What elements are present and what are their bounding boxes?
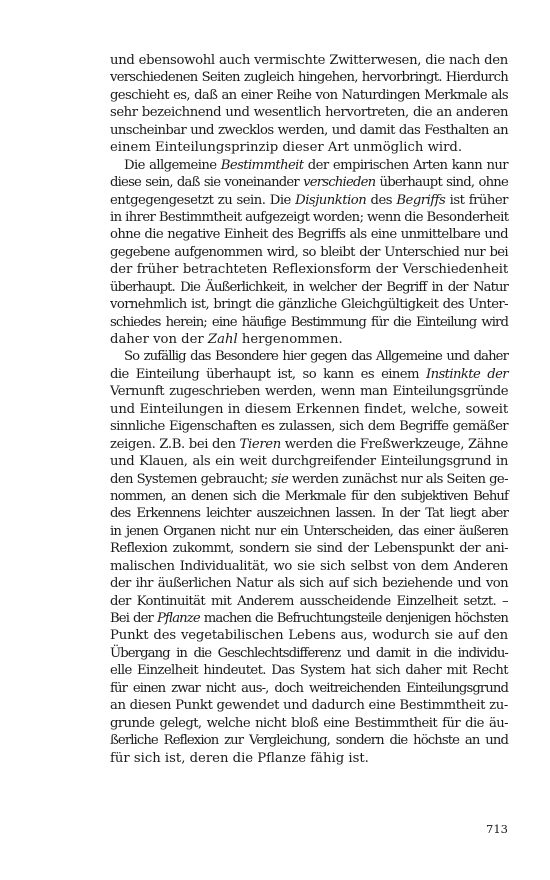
text-segment: ist früher (445, 192, 508, 208)
italic-text: Pflanze (156, 611, 200, 626)
text-line (110, 436, 508, 453)
text-line (110, 488, 508, 505)
text-segment: ßerliche Reflexion zur Vergleichung, sondern die höchste an und (110, 733, 508, 749)
text-segment: sehr bezeichnend und wesentlich hervortreten, die an anderen (110, 105, 508, 121)
italic-text: Tieren (239, 436, 281, 452)
text-line (110, 732, 508, 749)
text-line (110, 540, 508, 557)
text-segment: daher von der (110, 332, 208, 347)
text-line (110, 261, 508, 278)
text-line (110, 104, 508, 121)
text-line (110, 331, 508, 348)
text-line (110, 87, 508, 104)
italic-text: Zahl (207, 332, 238, 347)
text-line (110, 471, 508, 488)
text-line (110, 401, 508, 418)
text-segment: Die allgemeine (124, 157, 221, 173)
text-line (110, 418, 508, 435)
text-segment: unscheinbar und zwecklos werden, und damit das Festhalten an (110, 122, 508, 138)
text-segment: in jenen Organen nicht nur ein Unterscheiden, das einer äußeren (110, 523, 508, 539)
text-segment: der Kontinuität mit Anderem ausscheidende Einzelheit setzt. – (110, 593, 508, 609)
text-segment: werden die Freßwerkzeuge, Zähne (280, 436, 509, 452)
text-line (110, 645, 508, 662)
italic-text: Begriffs (396, 192, 446, 208)
text-segment: überhaupt. Die Äußerlichkeit, in welcher der Begriff in der Natur (110, 279, 508, 295)
text-segment: an diesen Punkt gewendet und dadurch eine Bestimmtheit zu- (110, 698, 508, 714)
text-segment: vornehmlich ist, bringt die gänzliche Gleichgültigkeit des Unter- (110, 297, 508, 313)
italic-text: Disjunktion (295, 192, 367, 208)
text-segment: nommen, an denen sich die Merkmale für den subjektiven Behuf (110, 488, 508, 504)
text-line (110, 279, 508, 296)
text-segment: und ebensowohl auch vermischte Zwitterwesen, die nach den (110, 53, 508, 68)
text-segment: und Klauen, als ein weit durchgreifender Einteilungsgrund in (110, 454, 508, 470)
text-line (110, 139, 508, 156)
text-line (110, 174, 508, 191)
text-segment: des (366, 192, 397, 208)
text-line (110, 69, 508, 86)
text-segment: der empirischen Arten kann nur (303, 157, 508, 173)
text-segment: Reflexion zukommt, sondern sie sind der Lebenspunkt der ani- (110, 541, 508, 557)
text-line (110, 558, 508, 575)
text-line (110, 157, 508, 174)
text-segment: grunde gelegt, welche nicht bloß eine Bestimmtheit für die äu- (110, 715, 508, 731)
text-segment: malischen Individualität, wo sie sich selbst von dem Anderen (110, 558, 508, 574)
text-segment: Bei der (110, 611, 157, 626)
text-segment: geschieht es, daß an einer Reihe von Naturdingen Merkmale als (110, 87, 508, 103)
text-segment: Punkt des vegetabilischen Lebens aus, wodurch sie auf den (110, 628, 508, 644)
text-segment: für einen zwar nicht aus-, doch weitreichenden Einteilungsgrund (110, 680, 508, 696)
text-segment: Übergang in die Geschlechtsdifferenz und damit in die individu- (110, 645, 508, 661)
text-line (110, 314, 508, 331)
text-segment: elle Einzelheit hindeutet. Das System hat sich daher mit Recht (110, 663, 508, 679)
text-line (110, 627, 508, 644)
text-segment: So zufällig das Besondere hier gegen das Allgemeine und daher (124, 349, 508, 365)
text-segment: zeigen. Z.B. bei den (110, 436, 240, 452)
text-segment: des Erkennens leichter auszeichnen lassen. In der Tat liegt aber (110, 506, 508, 522)
text-segment: die Einteilung überhaupt ist, so kann es einem (110, 366, 426, 382)
text-line (110, 122, 508, 139)
text-segment: sinnliche Eigenschaften es zulassen, sich dem Begriffe gemäßer (110, 419, 508, 435)
text-segment: hergenommen. (237, 332, 343, 347)
text-line (110, 296, 508, 313)
text-segment: für sich ist, deren die Pflanze fähig ist. (110, 750, 369, 766)
text-line (110, 244, 508, 261)
body-text (110, 52, 508, 767)
text-segment: diese sein, daß sie voneinander (110, 175, 304, 191)
text-line (110, 348, 508, 365)
page-number: 713 (486, 822, 508, 836)
text-segment: ohne die negative Einheit des Begriffs als eine unmittelbare und (110, 227, 508, 243)
text-line (110, 226, 508, 243)
text-segment: überhaupt sind, ohne (375, 175, 508, 191)
italic-text: verschieden (303, 175, 376, 191)
text-segment: werden zunächst nur als Seiten ge- (288, 471, 508, 487)
text-line (110, 453, 508, 470)
text-segment: entgegengesetzt zu sein. Die (110, 192, 296, 208)
text-line (110, 383, 508, 400)
text-segment: schiedes herein; eine häufige Bestimmung für die Einteilung wird (110, 314, 508, 330)
text-line (110, 209, 508, 226)
text-segment: den Systemen gebraucht; (110, 471, 272, 487)
text-segment: gegebene aufgenommen wird, so bleibt der Unterschied nur bei (110, 244, 508, 260)
text-segment: der früher betrachteten Reflexionsform der Verschiedenheit (110, 262, 508, 278)
text-segment: Vernunft zugeschrieben werden, wenn man Einteilungsgründe (110, 384, 508, 400)
text-segment: in ihrer Bestimmtheit aufgezeigt worden; wenn die Besonderheit (110, 209, 509, 225)
text-line (110, 610, 508, 627)
text-segment: verschiedenen Seiten zugleich hingehen, hervorbringt. Hierdurch (110, 70, 508, 86)
text-segment: der ihr äußerlichen Natur als sich auf sich beziehende und von (110, 576, 508, 592)
text-segment: einem Einteilungsprinzip dieser Art unmöglich wird. (110, 140, 463, 156)
text-line (110, 366, 508, 383)
text-line (110, 715, 508, 732)
italic-text: Instinkte der (425, 366, 508, 382)
text-segment: machen die Befruchtungsteile denjenigen höchsten (199, 611, 508, 626)
text-line (110, 575, 508, 592)
text-line (110, 52, 508, 69)
text-line (110, 505, 508, 522)
text-segment: und Einteilungen in diesem Erkennen findet, welche, soweit (110, 401, 508, 417)
text-line (110, 593, 508, 610)
text-line (110, 523, 508, 540)
text-line (110, 680, 508, 697)
italic-text: sie (271, 471, 289, 487)
text-line (110, 697, 508, 714)
italic-text: Bestimmtheit (220, 157, 304, 173)
text-line (110, 662, 508, 679)
text-line (110, 192, 508, 209)
text-line (110, 750, 508, 767)
